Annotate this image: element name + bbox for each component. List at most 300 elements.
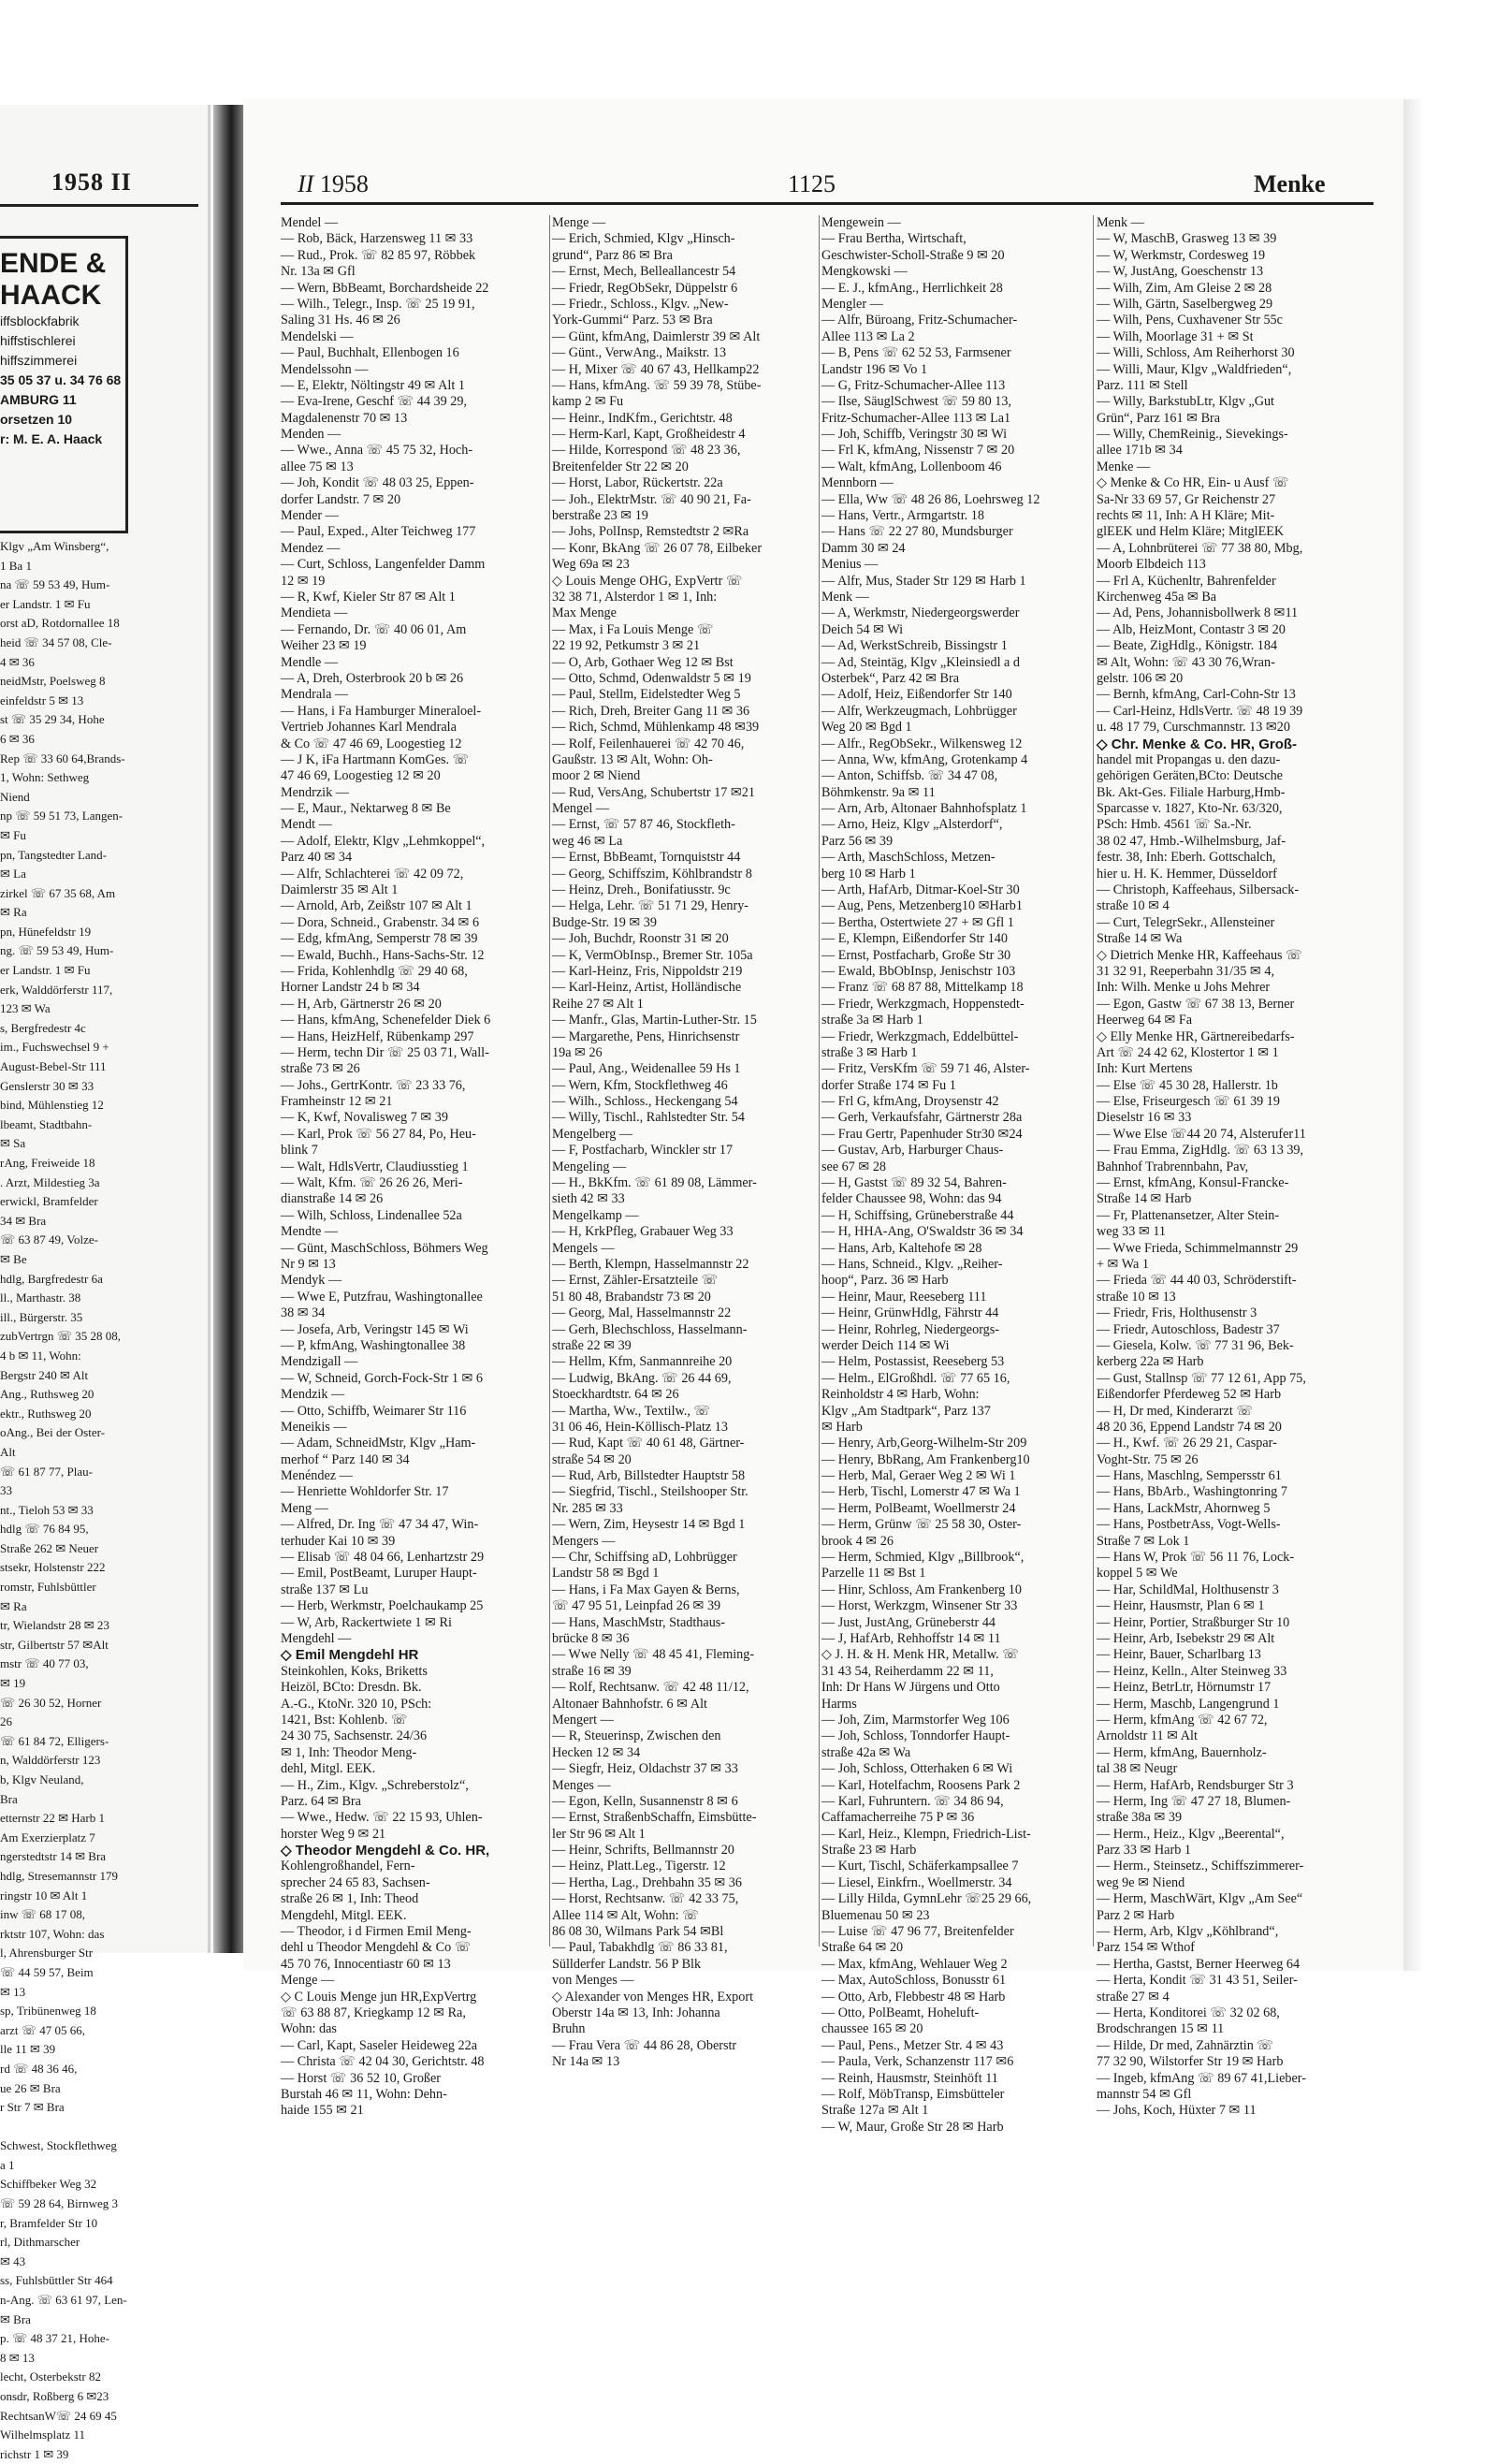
left-entry-line: Ang., Ruthsweg 20	[0, 1387, 94, 1402]
surname-heading: Mengdehl —	[281, 1630, 352, 1646]
left-entry-line: pn, Tangstedter Land-	[0, 847, 108, 862]
left-entry-line: hdlg ☏ 76 84 95,	[0, 1522, 89, 1537]
directory-entry: — Ludwig, BkAng. ☏ 26 44 69,	[552, 1370, 732, 1386]
directory-entry: ☏ 47 95 51, Leinpfad 26 ✉ 39	[552, 1598, 721, 1614]
directory-entry: straße 16 ✉ 39	[552, 1663, 632, 1679]
left-entry-line: tr, Wielandstr 28 ✉ 23	[0, 1618, 109, 1633]
directory-entry: — Joh, Schloss, Otterhaken 6 ✉ Wi	[821, 1761, 1013, 1777]
directory-entry: — Ad, Steintäg, Klgv „Kleinsiedl a d	[821, 654, 1020, 670]
directory-entry: chaussee 165 ✉ 20	[821, 2021, 923, 2037]
directory-entry: — Herm, kfmAng, Bauernholz-	[1097, 1744, 1267, 1760]
directory-entry: Landstr 196 ✉ Vo 1	[821, 361, 928, 377]
directory-entry: — Friedr, Werkzgmach, Eddelbüttel-	[821, 1028, 1019, 1044]
directory-entry: — Rud, VersAng, Schubertstr 17 ✉21	[552, 784, 755, 800]
left-entry-line: im., Fuchswechsel 9 +	[0, 1040, 109, 1055]
directory-entry: koppel 5 ✉ We	[1097, 1566, 1178, 1582]
directory-entry: — Herm, Maschb, Langengrund 1	[1097, 1696, 1280, 1712]
directory-entry: — E, Maur., Nektarweg 8 ✉ Be	[281, 801, 451, 817]
directory-entry: Böhmkenstr. 9a ✉ 11	[821, 784, 936, 800]
left-entry-line: ✉ 13	[0, 1984, 26, 1999]
directory-entry: — Heinz, BetrLtr, Hörnumstr 17	[1097, 1680, 1272, 1696]
left-entry-line: st ☏ 35 29 34, Hohe	[0, 712, 105, 727]
left-entry-line: ☏ 44 59 57, Beim	[0, 1964, 94, 1979]
directory-entry: — Heinz, Platt.Leg., Tigerstr. 12	[552, 1859, 726, 1874]
directory-entry: Damm 30 ✉ 24	[821, 540, 906, 556]
directory-entry: — Hans, HeizHelf, Rübenkamp 297	[281, 1028, 474, 1044]
directory-entry: — O, Arb, Gothaer Weg 12 ✉ Bst	[552, 654, 734, 670]
directory-entry: — Frau Emma, ZigHdlg. ☏ 63 13 39,	[1097, 1143, 1304, 1159]
directory-entry: Kirchenweg 45a ✉ Ba	[1097, 589, 1217, 605]
directory-entry: 47 46 69, Loogestieg 12 ✉ 20	[281, 768, 441, 784]
directory-entry: — Hilde, Dr med, Zahnärztin ☏	[1097, 2037, 1274, 2053]
directory-entry: ◇ Louis Menge OHG, ExpVertr ☏	[552, 573, 743, 589]
directory-entry: — Walt, kfmAng, Lollenboom 46	[821, 459, 1002, 474]
left-entry-line: Wilhelmsplatz 11	[0, 2428, 86, 2442]
directory-entry: — Ernst, kfmAng, Konsul-Francke-	[1097, 1175, 1289, 1191]
directory-entry: straße 10 ✉ 4	[1097, 898, 1170, 914]
directory-entry: — Christa ☏ 42 04 30, Gerichtstr. 48	[281, 2054, 485, 2070]
directory-entry: Sa-Nr 33 69 57, Gr Reichenstr 27	[1097, 491, 1276, 507]
left-entry-line: ss, Fuhlsbüttler Str 464	[0, 2273, 113, 2288]
left-entry-line: ✉ 43	[0, 2253, 26, 2268]
directory-entry: weg 9e ✉ Niend	[1097, 1874, 1185, 1890]
directory-entry: dianstraße 14 ✉ 26	[281, 1191, 384, 1207]
left-entry-line: etternstr 22 ✉ Harb 1	[0, 1811, 105, 1826]
left-page-entries	[0, 537, 206, 2464]
directory-entry: Burstah 46 ✉ 11, Wohn: Dehn-	[281, 2086, 447, 2102]
directory-entry: dehl, Mitgl. EEK.	[281, 1761, 376, 1777]
directory-entry: — Herm, kfmAng ☏ 42 67 72,	[1097, 1712, 1268, 1728]
left-entry-line: Niend	[0, 789, 30, 804]
left-entry-line: 34 ✉ Bra	[0, 1213, 47, 1228]
directory-entry: — Joh., ElektrMstr. ☏ 40 90 21, Fa-	[552, 491, 751, 507]
directory-entry: — Hilde, Korrespond ☏ 48 23 36,	[552, 443, 741, 459]
directory-entry: — Hans, kfmAng. ☏ 59 39 78, Stübe-	[552, 377, 762, 393]
left-entry-line: ektr., Ruthsweg 20	[0, 1406, 92, 1421]
column-divider	[1093, 215, 1094, 1946]
left-entry-line: lbeamt, Stadtbahn-	[0, 1116, 93, 1131]
directory-entry: — Ad, Pens, Johannisbollwerk 8 ✉11	[1097, 605, 1299, 621]
left-entry-line: n, Walddörferstr 123	[0, 1753, 101, 1768]
left-entry-line: oAng., Bei der Oster-	[0, 1425, 106, 1440]
directory-entry: — Johs, Koch, Hüxter 7 ✉ 11	[1097, 2103, 1257, 2119]
directory-entry: — Alfr, Werkzeugmach, Lohbrügger	[821, 703, 1017, 719]
directory-entry: — Friedr, Werkzgmach, Hoppenstedt-	[821, 996, 1025, 1012]
directory-entry: ◇ Theodor Mengdehl & Co. HR,	[281, 1843, 490, 1859]
directory-entry: Altonaer Bahnhofstr. 6 ✉ Alt	[552, 1696, 707, 1712]
directory-entry: — Rud, Kapt ☏ 40 61 48, Gärtner-	[552, 1436, 745, 1451]
surname-heading: Mendieta —	[281, 605, 348, 621]
directory-entry: ◇ Chr. Menke & Co. HR, Groß-	[1097, 736, 1298, 752]
directory-entry: — Arth, MaschSchloss, Metzen-	[821, 850, 996, 866]
directory-page	[243, 99, 1403, 2135]
directory-entry: — Arnold, Arb, Zeißstr 107 ✉ Alt 1	[281, 898, 472, 914]
directory-entry: — Margarethe, Pens, Hinrichsenstr	[552, 1028, 740, 1044]
surname-heading: Mendrala —	[281, 687, 349, 703]
surname-heading: Menk —	[1097, 215, 1144, 230]
directory-entry: Steinkohlen, Koks, Briketts	[281, 1663, 428, 1679]
directory-entry: — Herm-Karl, Kapt, Großheidestr 4	[552, 427, 746, 443]
directory-entry: Max Menge	[552, 605, 617, 621]
directory-entry: + ✉ Wa 1	[1097, 1257, 1149, 1272]
left-entry-line: bind, Mühlenstieg 12	[0, 1098, 104, 1113]
directory-entry: Weg 69a ✉ 23	[552, 557, 630, 573]
directory-entry: werder Deich 114 ✉ Wi	[821, 1337, 950, 1353]
directory-entry: — Hans ☏ 22 27 80, Mundsburger	[821, 524, 1013, 540]
directory-entry: Mengdehl, Mitgl. EEK.	[281, 1907, 407, 1923]
left-entry-line: Bergstr 240 ✉ Alt	[0, 1367, 89, 1382]
directory-entry: Süllderfer Landstr. 56 P Blk	[552, 1956, 702, 1972]
directory-entry: — Egon, Gastw ☏ 67 38 13, Berner	[1097, 996, 1295, 1012]
directory-entry: dorfer Straße 174 ✉ Fu 1	[821, 1077, 956, 1093]
directory-entry: — Paul, Stellm, Eidelstedter Weg 5	[552, 687, 741, 703]
directory-entry: Osterbek“, Parz 42 ✉ Bra	[821, 670, 960, 686]
directory-entry: — Gerh, Verkaufsfahr, Gärtnerstr 28a	[821, 1110, 1023, 1126]
directory-entry: Heizöl, BCto: Dresdn. Bk.	[281, 1680, 422, 1696]
directory-entry: 77 32 90, Wilstorfer Str 19 ✉ Harb	[1097, 2054, 1284, 2070]
directory-entry: — Herm, PolBeamt, Woellmerstr 24	[821, 1500, 1016, 1516]
directory-entry: Bahnhof Trabrennbahn, Pav,	[1097, 1159, 1249, 1174]
directory-entry: straße 137 ✉ Lu	[281, 1582, 369, 1597]
directory-entry: straße 54 ✉ 20	[552, 1451, 632, 1467]
surname-heading: Mengeling —	[552, 1159, 627, 1174]
directory-entry: — Ernst, Mech, Belleallancestr 54	[552, 264, 736, 280]
directory-entry: & Co ☏ 47 46 69, Loogestieg 12	[281, 736, 462, 751]
directory-entry: — Horst ☏ 36 52 10, Großer	[281, 2070, 442, 2086]
directory-entry: — W, Maur, Große Str 28 ✉ Harb	[821, 2119, 1004, 2135]
left-running-head: 1958 II	[51, 168, 132, 196]
directory-entry: dehl u Theodor Mengdehl & Co ☏	[281, 1940, 472, 1956]
directory-entry: Nr. 13a ✉ Gfl	[281, 264, 356, 280]
directory-entry: — Joh, Buchdr, Roonstr 31 ✉ 20	[552, 931, 729, 947]
left-entry-line: str, Gilbertstr 57 ✉Alt	[0, 1637, 109, 1652]
directory-entry: — Herb, Mal, Geraer Weg 2 ✉ Wi 1	[821, 1468, 1016, 1484]
directory-entry: — Herm, HafArb, Rendsburger Str 3	[1097, 1777, 1294, 1793]
directory-entry: — Frau Bertha, Wirtschaft,	[821, 231, 967, 247]
directory-entry: — Heinz, Kelln., Alter Steinweg 33	[1097, 1663, 1287, 1679]
directory-entry: — Adam, SchneidMstr, Klgv „Ham-	[281, 1436, 476, 1451]
left-entry-line: Rep ☏ 33 60 64,Brands-	[0, 751, 125, 765]
directory-entry: — W, Schneid, Gorch-Fock-Str 1 ✉ 6	[281, 1370, 484, 1386]
directory-entry: — Chr, Schiffsing aD, Lohbrügger	[552, 1550, 737, 1566]
directory-entry: — K, Kwf, Novalisweg 7 ✉ 39	[281, 1110, 448, 1126]
directory-entry: — W, JustAng, Goeschenstr 13	[1097, 264, 1264, 280]
directory-entry: weg 33 ✉ 11	[1097, 1224, 1167, 1240]
directory-entry: Parz 56 ✉ 39	[821, 833, 894, 849]
directory-entry: — Edg, kfmAng, Semperstr 78 ✉ 39	[281, 931, 478, 947]
directory-entry: — F, Postfacharb, Winckler str 17	[552, 1143, 734, 1159]
directory-entry: — H., BkKfm. ☏ 61 89 08, Lämmer-	[552, 1175, 757, 1191]
directory-entry: Magdalenenstr 70 ✉ 13	[281, 410, 408, 426]
surname-heading: Meneikis —	[281, 1419, 347, 1435]
left-entry-line: ll., Marthastr. 38	[0, 1290, 81, 1305]
directory-entry: — Hans, i Fa Hamburger Mineraloel-	[281, 703, 482, 719]
directory-entry: — J K, iFa Hartmann KomGes. ☏	[281, 751, 470, 767]
directory-entry: glEEK und Helm Kläre; MitglEEK	[1097, 524, 1285, 540]
left-entry-line: erwickl, Bramfelder	[0, 1194, 98, 1209]
directory-entry: — Liesel, Einkfrn., Woellmerstr. 34	[821, 1874, 1012, 1890]
directory-entry: Kohlengroßhandel, Fern-	[281, 1859, 415, 1874]
directory-entry: — Wilh, Zim, Am Gleise 2 ✉ 28	[1097, 280, 1272, 296]
directory-entry: Straße 7 ✉ Lok 1	[1097, 1533, 1190, 1549]
directory-entry: — E. J., kfmAng., Herrlichkeit 28	[821, 280, 1003, 296]
directory-entry: Landstr 58 ✉ Bgd 1	[552, 1566, 660, 1582]
directory-entry: — Karl-Heinz, Fris, Nippoldstr 219	[552, 963, 743, 979]
directory-entry: — Paul, Tabakhdlg ☏ 86 33 81,	[552, 1940, 728, 1956]
directory-entry: straße 42a ✉ Wa	[821, 1744, 911, 1760]
column-divider	[819, 215, 820, 1946]
directory-entry: mannstr 54 ✉ Gfl	[1097, 2086, 1192, 2102]
directory-entry: — Frida, Kohlenhdlg ☏ 29 40 68,	[281, 963, 468, 979]
directory-entry: Heerweg 64 ✉ Fa	[1097, 1013, 1193, 1028]
directory-entry: — Helga, Lehr. ☏ 51 71 29, Henry-	[552, 898, 749, 914]
directory-entry: — Heinr, Schrifts, Bellmannstr 20	[552, 1843, 734, 1859]
directory-entry: — Aug, Pens, Metzenberg10 ✉Harb1	[821, 898, 1023, 914]
directory-entry: — H, Arb, Gärtnerstr 26 ✉ 20	[281, 996, 442, 1012]
directory-entry: Dieselstr 16 ✉ 33	[1097, 1110, 1192, 1126]
surname-heading: Menéndez —	[281, 1468, 353, 1484]
directory-entry: — Christoph, Kaffeehaus, Silbersack-	[1097, 882, 1300, 898]
directory-entry: — Friedr., Schloss., Klgv. „New-	[552, 296, 729, 312]
surname-heading: Mengel —	[552, 801, 610, 817]
directory-entry: Parz 2 ✉ Harb	[1097, 1907, 1175, 1923]
directory-entry: Parz 40 ✉ 34	[281, 850, 353, 866]
surname-heading: Mennborn —	[821, 475, 894, 491]
directory-entry: — Rud, Arb, Billstedter Hauptstr 58	[552, 1468, 746, 1484]
directory-entry: — Heinr, Bauer, Scharlbarg 13	[1097, 1647, 1261, 1663]
left-entry-line: rl, Dithmarscher	[0, 2235, 80, 2250]
directory-entry: — Karl, Fuhruntern. ☏ 34 86 94,	[821, 1793, 1004, 1809]
directory-entry: blink 7	[281, 1143, 318, 1159]
directory-entry: — Gustav, Arb, Harburger Chaus-	[821, 1143, 1004, 1159]
left-entry-line: r, Bramfelder Str 10	[0, 2215, 98, 2230]
left-entry-line: rktstr 107, Wohn: das	[0, 1926, 105, 1941]
directory-entry: — Fr, Plattenansetzer, Alter Stein-	[1097, 1207, 1280, 1223]
directory-entry: — E, Elektr, Nöltingstr 49 ✉ Alt 1	[281, 377, 465, 393]
directory-entry: — Kurt, Tischl, Schäferkampsallee 7	[821, 1859, 1019, 1874]
left-entry-line: Am Exerzierplatz 7	[0, 1830, 95, 1844]
directory-entry: — Ernst, ☏ 57 87 46, Stockfleth-	[552, 817, 735, 833]
directory-entry: — Lilly Hilda, GymnLehr ☏25 29 66,	[821, 1891, 1032, 1907]
directory-entry: — Rob, Bäck, Harzensweg 11 ✉ 33	[281, 231, 473, 247]
directory-entry: — Willy, ChemReinig., Sievekings-	[1097, 427, 1288, 443]
directory-entry: — Alfred, Dr. Ing ☏ 47 34 47, Win-	[281, 1517, 479, 1533]
left-entry-line: Genslerstr 30 ✉ 33	[0, 1078, 94, 1093]
directory-entry: — Ella, Ww ☏ 48 26 86, Loehrsweg 12	[821, 491, 1040, 507]
directory-entry: straße 22 ✉ 39	[552, 1337, 632, 1353]
directory-entry: — Hans, Schneid., Klgv. „Reiher-	[821, 1257, 1003, 1272]
left-entry-line: rAng, Freiweide 18	[0, 1156, 95, 1170]
surname-heading: Menge —	[281, 1973, 335, 1989]
directory-entry: Straße 64 ✉ 20	[821, 1940, 904, 1956]
directory-entry: — Eva-Irene, Geschf ☏ 44 39 29,	[281, 394, 467, 410]
directory-entry: 19a ✉ 26	[552, 1044, 603, 1060]
surname-heading: Menius —	[821, 557, 879, 573]
directory-entry: — Hans, Vertr., Armgartstr. 18	[821, 508, 984, 524]
directory-entry: straße 10 ✉ 13	[1097, 1289, 1176, 1305]
directory-entry: — Friedr, Fris, Holthusenstr 3	[1097, 1305, 1257, 1321]
directory-entry: — Hans, MaschMstr, Stadthaus-	[552, 1614, 726, 1630]
directory-entry: — Max, AutoSchloss, Bonusstr 61	[821, 1973, 1007, 1989]
directory-entry: — Günt, MaschSchloss, Böhmers Weg	[281, 1240, 488, 1256]
directory-entry: handel mit Propangas u. den dazu-	[1097, 751, 1281, 767]
directory-entry: — Manfr., Glas, Martin-Luther-Str. 15	[552, 1013, 757, 1028]
directory-entry: — Karl, Hotelfachm, Roosens Park 2	[821, 1777, 1021, 1793]
directory-entry: — Ewald, Buchh., Hans-Sachs-Str. 12	[281, 947, 485, 963]
surname-heading: Mendt —	[281, 817, 332, 833]
directory-entry: — Günt., VerwAng., Maikstr. 13	[552, 345, 727, 361]
surname-heading: Mengewein —	[821, 215, 901, 230]
directory-entry: — Horst, Werkzgm, Winsener Str 33	[821, 1598, 1018, 1614]
left-entry-line: stsekr, Holstenstr 222	[0, 1560, 106, 1575]
left-entry-line: arzt ☏ 47 05 66,	[0, 2022, 85, 2037]
directory-entry: — Adolf, Heiz, Eißendorfer Str 140	[821, 687, 1012, 703]
surname-heading: Mengels —	[552, 1240, 615, 1256]
left-entry-line: pn, Hünefeldstr 19	[0, 924, 92, 939]
directory-entry: — Herb, Tischl, Lomerstr 47 ✉ Wa 1	[821, 1484, 1021, 1500]
directory-entry: Parzelle 11 ✉ Bst 1	[821, 1566, 926, 1582]
left-entry-line: a 1	[0, 2157, 15, 2172]
directory-entry: — Paula, Verk, Schanzenstr 117 ✉6	[821, 2054, 1014, 2070]
surname-heading: Mengelkamp —	[552, 1207, 639, 1223]
advertisement-line: hiffszimmerei	[0, 353, 78, 368]
directory-entry: — Rich, Schmd, Mühlenkamp 48 ✉39	[552, 720, 760, 736]
left-entry-line: Schiffbeker Weg 32	[0, 2177, 97, 2192]
directory-entry: — Gust, Stallnsp ☏ 77 12 61, App 75,	[1097, 1370, 1306, 1386]
left-entry-line: inw ☏ 68 17 08,	[0, 1907, 86, 1922]
page-number: 1125	[788, 170, 836, 197]
directory-entry: Reinholdstr 4 ✉ Harb, Wohn:	[821, 1387, 980, 1403]
directory-entry: Parz 33 ✉ Harb 1	[1097, 1843, 1191, 1859]
directory-entry: straße 38a ✉ 39	[1097, 1810, 1183, 1826]
directory-entry: — G, Fritz-Schumacher-Allee 113	[821, 377, 1006, 393]
surname-heading: Mengkowski —	[821, 264, 908, 280]
directory-entry: — Fernando, Dr. ☏ 40 06 01, Am	[281, 621, 467, 637]
directory-entry: Inh: Wilh. Menke u Johs Mehrer	[1097, 980, 1271, 996]
directory-entry: — Wilh, Moorlage 31 + ✉ St	[1097, 328, 1254, 344]
directory-entry: — Willi, Schloss, Am Reiherhorst 30	[1097, 345, 1295, 361]
directory-entry: — Helm, Postassist, Reeseberg 53	[821, 1354, 1005, 1370]
surname-heading: von Menges —	[552, 1973, 634, 1989]
directory-entry: hoop“, Parz. 36 ✉ Harb	[821, 1273, 949, 1289]
directory-entry: — Erich, Schmied, Klgv „Hinsch-	[552, 231, 735, 247]
directory-entry: — Reinh, Hausmstr, Steinhöft 11	[821, 2070, 998, 2086]
advertisement-lines	[0, 312, 125, 449]
directory-entry: — Siegfrid, Tischl., Steilshooper Str.	[552, 1484, 748, 1500]
directory-entry: — Wilh, Schloss, Lindenallee 52a	[281, 1207, 462, 1223]
left-entry-line: 1 Ba 1	[0, 558, 32, 573]
left-entry-line: erk, Walddörferstr 117,	[0, 982, 113, 997]
advertisement-line: 35 05 37 u. 34 76 68	[0, 372, 122, 387]
directory-entry: — Wilh., Telegr., Insp. ☏ 25 19 91,	[281, 296, 475, 312]
directory-entry: — Ilse, SäuglSchwest ☏ 59 80 13,	[821, 394, 1011, 410]
left-entry-line: b, Klgv Neuland,	[0, 1772, 84, 1786]
directory-entry: ✉ Harb	[821, 1419, 863, 1435]
directory-entry: Parz. 111 ✉ Stell	[1097, 377, 1188, 393]
directory-entry: — Herm, techn Dir ☏ 25 03 71, Wall-	[281, 1044, 489, 1060]
directory-entry: — Har, SchildMal, Holthusenstr 3	[1097, 1582, 1279, 1597]
surname-heading: Mendelssohn —	[281, 361, 369, 377]
advertisement-title-line: ENDE &	[0, 248, 107, 279]
left-entry-line: nt., Tieloh 53 ✉ 33	[0, 1502, 94, 1517]
directory-entry: — Hans, Arb, Kaltehofe ✉ 28	[821, 1240, 982, 1256]
directory-entry: Daimlerstr 35 ✉ Alt 1	[281, 882, 399, 898]
left-page-edge	[208, 105, 211, 1953]
directory-entry: — H, HHA-Ang, O'Swaldstr 36 ✉ 34	[821, 1224, 1024, 1240]
directory-entry: — Herm, Schmied, Klgv „Billbrook“,	[821, 1550, 1025, 1566]
directory-entry: PSch: Hmb. 4561 ☏ Sa.-Nr.	[1097, 817, 1252, 833]
advertisement-line: orsetzen 10	[0, 412, 73, 427]
directory-entry: — Herta, Kondit ☏ 31 43 51, Seiler-	[1097, 1973, 1298, 1989]
directory-entry: A.-G., KtoNr. 320 10, PSch:	[281, 1696, 432, 1712]
directory-entry: — Carl, Kapt, Saseler Heideweg 22a	[281, 2037, 477, 2053]
directory-entry: — Herb, Werkmstr, Poelchaukamp 25	[281, 1598, 484, 1614]
directory-entry: sieth 42 ✉ 33	[552, 1191, 625, 1207]
directory-entry: 31 32 91, Reeperbahn 31/35 ✉ 4,	[1097, 963, 1274, 979]
directory-entry: 24 30 75, Sachsenstr. 24/36	[281, 1728, 428, 1744]
surname-heading: Mengert —	[552, 1712, 614, 1728]
directory-entry: — Beate, ZigHdlg., Königstr. 184	[1097, 638, 1278, 654]
directory-entry: — Wilh, Gärtn, Saselbergweg 29	[1097, 296, 1273, 312]
directory-entry: Voght-Str. 75 ✉ 26	[1097, 1451, 1199, 1467]
directory-entry: straße 3 ✉ Harb 1	[821, 1044, 918, 1060]
directory-entry: — Heinr., IndKfm., Gerichtstr. 48	[552, 410, 733, 426]
directory-entry: allee 75 ✉ 13	[281, 459, 354, 474]
left-entry-line: heid ☏ 34 57 08, Cle-	[0, 634, 112, 649]
directory-entry: Breitenfelder Str 22 ✉ 20	[552, 459, 689, 474]
directory-entry: — Else, Friseurgesch ☏ 61 39 19	[1097, 1094, 1280, 1110]
left-header-rule	[0, 204, 198, 207]
directory-entry: — Frau Gertr, Papenhuder Str30 ✉24	[821, 1126, 1023, 1142]
directory-entry: — Wilh, Pens, Cuxhavener Str 55c	[1097, 313, 1283, 328]
left-entry-line: Alt	[0, 1444, 16, 1459]
surname-heading: Mendel —	[281, 215, 339, 230]
surname-heading: Menge —	[552, 215, 606, 230]
directory-entry: — Else ☏ 45 30 28, Hallerstr. 1b	[1097, 1077, 1278, 1093]
directory-entry: berstraße 23 ✉ 19	[552, 508, 648, 524]
directory-entry: — Paul, Exped., Alter Teichweg 177	[281, 524, 476, 540]
directory-entry: Straße 23 ✉ Harb	[821, 1843, 917, 1859]
directory-entry: — Ad, WerkstSchreib, Bissingstr 1	[821, 638, 1008, 654]
directory-entry: — Konr, BkAng ☏ 26 07 78, Eilbeker	[552, 540, 763, 556]
directory-entry: — Curt, Schloss, Langenfelder Damm	[281, 557, 486, 573]
directory-entry: — Siegfr, Heiz, Oldachstr 37 ✉ 33	[552, 1761, 738, 1777]
directory-entry: terhuder Kai 10 ✉ 39	[281, 1533, 396, 1549]
left-entry-line: hdlg, Stresemannstr 179	[0, 1868, 119, 1883]
advertisement-line: iffsblockfabrik	[0, 313, 80, 328]
directory-entry: — Johs, PolInsp, Remstedtstr 2 ✉Ra	[552, 524, 749, 540]
left-entry-line: p. ☏ 48 37 21, Hohe-	[0, 2331, 109, 2346]
left-entry-line: einfeldstr 5 ✉ 13	[0, 693, 84, 707]
directory-entry: — Heinr, Portier, Straßburger Str 10	[1097, 1614, 1290, 1630]
directory-entry: — J, HafArb, Rehhoffstr 14 ✉ 11	[821, 1630, 1001, 1646]
left-entry-line: ✉ La	[0, 867, 26, 882]
surname-heading: Mengelberg —	[552, 1126, 633, 1142]
directory-entry: — Curt, TelegrSekr., Allensteiner	[1097, 914, 1275, 930]
directory-entry: — Willy, BarkstubLtr, Klgv „Gut	[1097, 394, 1274, 410]
directory-entry: — Walt, Kfm. ☏ 26 26 26, Meri-	[281, 1175, 463, 1191]
surname-heading: Mendle —	[281, 654, 339, 670]
surname-heading: Menden —	[281, 427, 342, 443]
directory-entry: Harms	[821, 1696, 857, 1712]
directory-entry: 32 38 71, Alsterdor 1 ✉ 1, Inh:	[552, 589, 718, 605]
column-1	[281, 215, 547, 2119]
directory-entry: — H, KrkPfleg, Grabauer Weg 33	[552, 1224, 734, 1240]
directory-entry: — Karl, Prok ☏ 56 27 84, Po, Heu-	[281, 1126, 476, 1142]
directory-entry: — Johs., GertrKontr. ☏ 23 33 76,	[281, 1077, 466, 1093]
advertisement-line: r: M. E. A. Haack	[0, 431, 103, 446]
surname-heading: Menke —	[1097, 459, 1151, 474]
